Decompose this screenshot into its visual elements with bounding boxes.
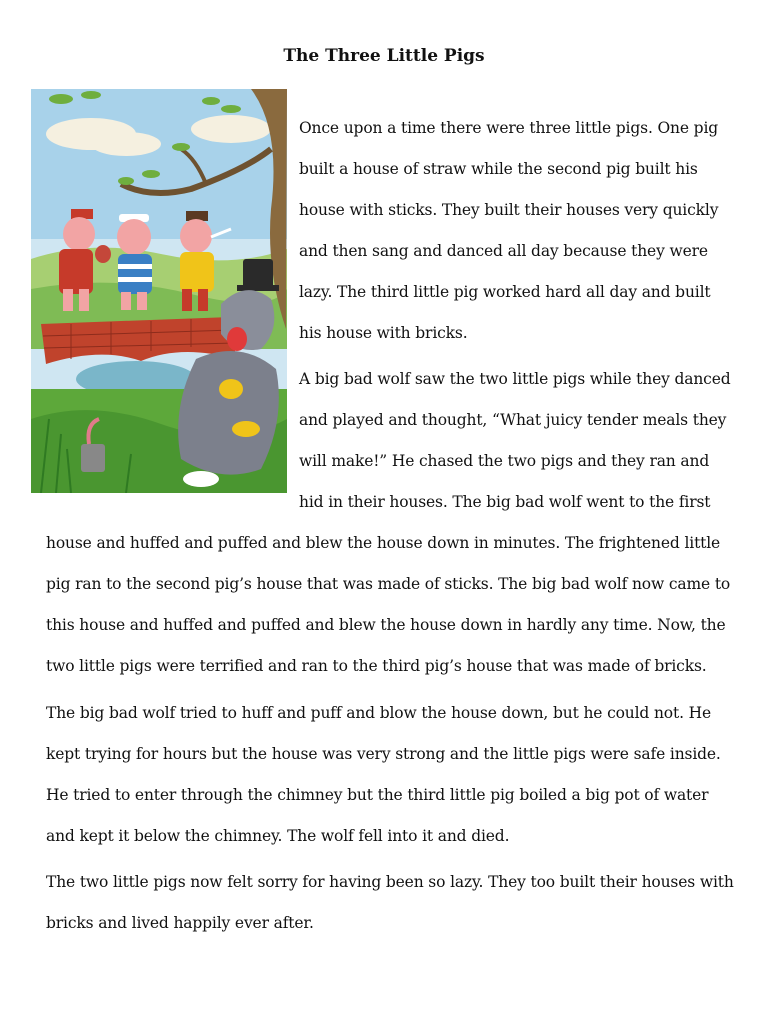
text-line: house with sticks. They built their houses very quickly: [299, 201, 719, 219]
text-line: Once upon a time there were three little pigs. One pig: [299, 119, 719, 137]
text-line: hid in their houses. The big bad wolf went to the first: [299, 493, 711, 511]
text-line: house and huffed and puffed and blew the house down in minutes. The frightened little: [46, 534, 721, 552]
text-line: his house with bricks.: [299, 324, 468, 342]
text-line: bricks and lived happily ever after.: [46, 914, 314, 932]
text-line: pig ran to the second pig’s house that was made of sticks. The big bad wolf now came to: [46, 575, 731, 593]
three-pigs-and-wolf-illustration: [31, 89, 287, 493]
text-line: two little pigs were terrified and ran to the third pig’s house that was made of bricks.: [46, 657, 707, 675]
text-line: The two little pigs now felt sorry for having been so lazy. They too built their houses with: [46, 873, 734, 891]
text-line: A big bad wolf saw the two little pigs while they danced: [299, 370, 731, 388]
text-line: this house and huffed and puffed and blew the house down in hardly any time. Now, the: [46, 616, 726, 634]
text-line: will make!” He chased the two pigs and they ran and: [299, 452, 710, 470]
text-line: kept trying for hours but the house was very strong and the little pigs were safe inside.: [46, 745, 721, 763]
text-line: and then sang and danced all day because they were: [299, 242, 708, 260]
text-line: built a house of straw while the second pig built his: [299, 160, 698, 178]
text-line: lazy. The third little pig worked hard all day and built: [299, 283, 711, 301]
page-title: The Three Little Pigs: [283, 46, 485, 66]
text-line: and played and thought, “What juicy tender meals they: [299, 411, 727, 429]
text-line: He tried to enter through the chimney but the third little pig boiled a big pot of water: [46, 786, 709, 804]
text-line: and kept it below the chimney. The wolf fell into it and died.: [46, 827, 510, 845]
text-line: The big bad wolf tried to huff and puff and blow the house down, but he could not. He: [46, 704, 712, 722]
